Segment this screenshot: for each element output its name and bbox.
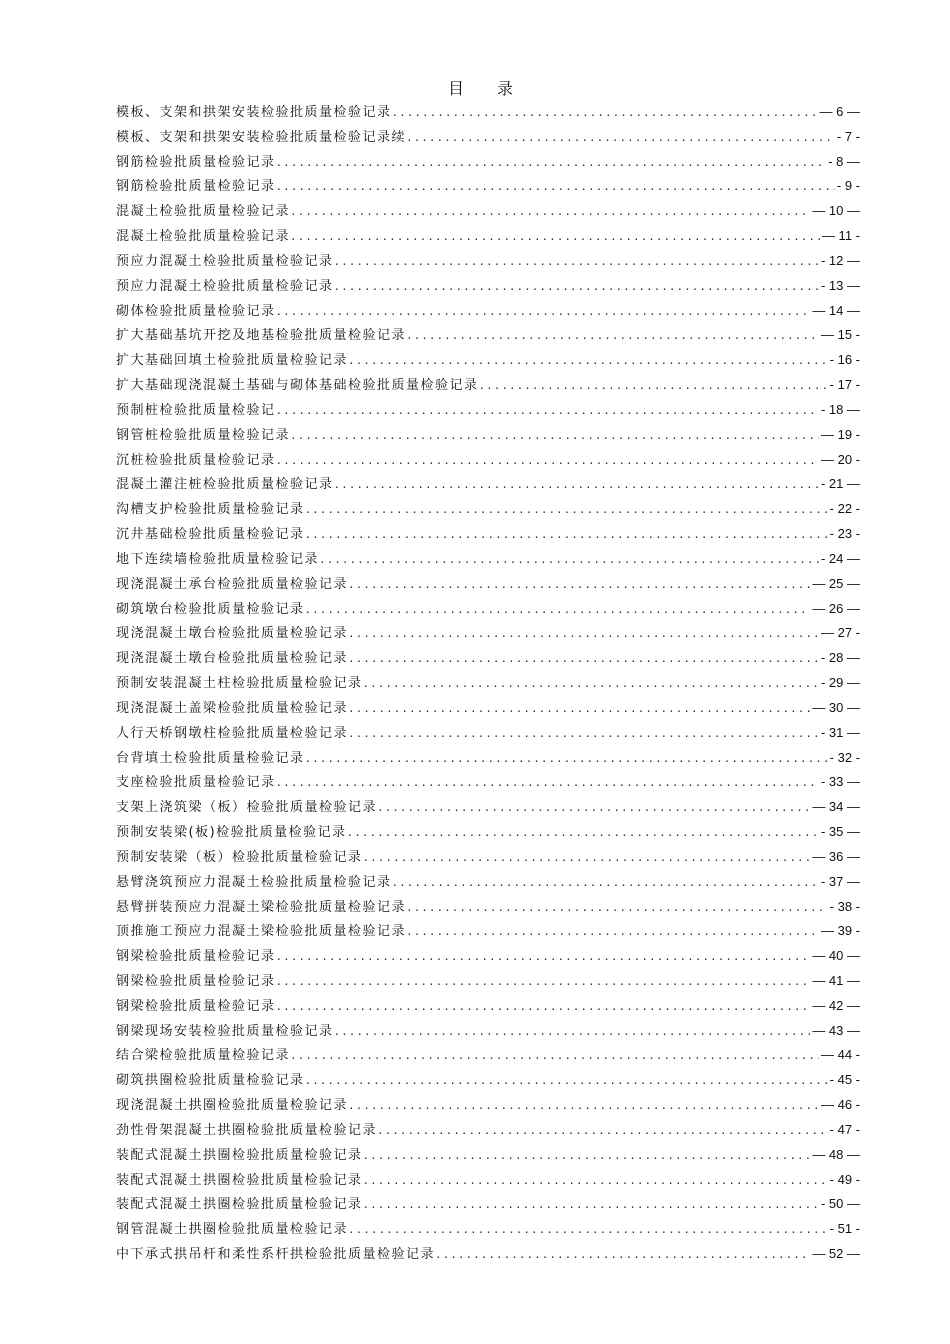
toc-page-number: — 40 — (812, 948, 860, 964)
toc-dot-leader (305, 598, 811, 623)
toc-dot-leader (363, 846, 811, 871)
toc-dot-leader (276, 300, 811, 325)
toc-entry-title: 预制安装梁(板)检验批质量检验记录 (116, 825, 347, 841)
toc-page-number: — 19 - (820, 426, 860, 442)
toc-entry-title: 悬臂浇筑预应力混凝土检验批质量检验记录 (116, 874, 392, 890)
toc-entry-title: 支架上浇筑梁（板）检验批质量检验记录 (116, 800, 378, 816)
toc-page-number: - 51 - (829, 1221, 860, 1237)
toc-dot-leader (276, 970, 811, 995)
toc-dot-leader (377, 1119, 828, 1144)
toc-dot-leader (290, 1044, 819, 1069)
toc-dot-leader (334, 1020, 811, 1045)
toc-entry-title: 人行天桥钢墩柱检验批质量检验记录 (116, 725, 349, 741)
toc-entry[interactable] (116, 199, 860, 224)
toc-entry[interactable] (116, 1143, 860, 1168)
toc-entry-title: 预应力混凝土检验批质量检验记录 (116, 253, 334, 269)
toc-page-number: - 21 — (820, 476, 860, 492)
toc-entry[interactable] (116, 770, 860, 795)
toc-page-number: - 28 — (820, 650, 860, 666)
toc-dot-leader (276, 449, 819, 474)
toc-page-number: — 20 - (820, 451, 860, 467)
toc-page-number: — 41 — (812, 972, 860, 988)
toc-entry-title: 混凝土检验批质量检验记录 (116, 204, 291, 220)
toc-page-number: — 43 — (812, 1022, 860, 1038)
toc-entry-title: 现浇混凝土墩台检验批质量检验记录 (116, 626, 349, 642)
toc-page-number: - 7 - (836, 128, 860, 144)
toc-title: 目 录 (447, 79, 528, 98)
toc-entry-title: 沉桩检验批质量检验记录 (116, 452, 276, 468)
toc-entry[interactable] (116, 547, 860, 572)
toc-entry[interactable] (116, 299, 860, 324)
toc-entry[interactable] (116, 1019, 860, 1044)
toc-entry[interactable] (116, 1043, 860, 1068)
table-of-contents (116, 100, 860, 1267)
toc-dot-leader (363, 1169, 828, 1194)
toc-entry[interactable] (116, 125, 860, 150)
toc-dot-leader (334, 250, 819, 275)
toc-dot-leader (348, 647, 819, 672)
toc-dot-leader (377, 796, 810, 821)
toc-dot-leader (276, 399, 819, 424)
toc-entry[interactable] (116, 746, 860, 771)
toc-entry-title: 预制安装混凝土柱检验批质量检验记录 (116, 676, 363, 692)
toc-entry-title: 钢管桩检验批质量检验记录 (116, 427, 291, 443)
toc-entry[interactable] (116, 919, 860, 944)
toc-dot-leader (276, 175, 835, 200)
toc-dot-leader (435, 1243, 810, 1268)
toc-entry-title: 扩大基础基坑开挖及地基检验批质量检验记录 (116, 328, 407, 344)
toc-entry-title: 钢筋检验批质量检验记录 (116, 179, 276, 195)
toc-entry[interactable] (116, 348, 860, 373)
toc-entry-title: 钢管混凝土拱圈检验批质量检验记录 (116, 1222, 349, 1238)
toc-page-number: - 8 — (828, 153, 860, 169)
toc-page-number: - 37 — (820, 873, 860, 889)
toc-entry[interactable] (116, 100, 860, 125)
toc-dot-leader (334, 275, 819, 300)
toc-entry-title: 预制桩检验批质量检验记 (116, 402, 276, 418)
toc-page-number: — 48 — (812, 1146, 860, 1162)
toc-entry-title: 钢梁检验批质量检验记录 (116, 949, 276, 965)
toc-page-number: - 24 — (820, 550, 860, 566)
toc-dot-leader (363, 1144, 811, 1169)
toc-entry[interactable] (116, 646, 860, 671)
toc-page-number: - 16 - (829, 352, 860, 368)
toc-dot-leader (305, 498, 828, 523)
toc-entry[interactable] (116, 174, 860, 199)
toc-dot-leader (392, 101, 818, 126)
toc-page-number: - 22 - (829, 501, 860, 517)
toc-page-number: — 39 - (820, 923, 860, 939)
toc-page-number: — 52 — (812, 1246, 860, 1262)
toc-entry[interactable] (116, 621, 860, 646)
toc-dot-leader (392, 871, 819, 896)
toc-entry-title: 模板、支架和拱架安装检验批质量检验记录续 (116, 129, 407, 145)
toc-page-number: - 45 - (829, 1072, 860, 1088)
toc-entry[interactable] (116, 1068, 860, 1093)
toc-entry[interactable] (116, 895, 860, 920)
toc-entry-title: 钢梁检验批质量检验记录 (116, 973, 276, 989)
toc-entry[interactable] (116, 423, 860, 448)
toc-entry[interactable] (116, 671, 860, 696)
toc-dot-leader (334, 473, 819, 498)
toc-page-number: — 10 — (812, 203, 860, 219)
toc-entry[interactable] (116, 472, 860, 497)
toc-page-number: - 50 — (820, 1196, 860, 1212)
toc-entry-title: 预应力混凝土检验批质量检验记录 (116, 278, 334, 294)
toc-entry[interactable] (116, 1192, 860, 1217)
toc-entry[interactable] (116, 249, 860, 274)
toc-page-number: - 18 — (820, 401, 860, 417)
toc-entry[interactable] (116, 696, 860, 721)
toc-dot-leader (305, 1069, 828, 1094)
toc-entry-title: 砌体检验批质量检验记录 (116, 303, 276, 319)
toc-entry-title: 劲性骨架混凝土拱圈检验批质量检验记录 (116, 1122, 378, 1138)
toc-page-number: — 34 — (812, 799, 860, 815)
toc-dot-leader (406, 896, 828, 921)
toc-dot-leader (276, 771, 819, 796)
toc-dot-leader (348, 697, 810, 722)
toc-entry-title: 现浇混凝土墩台检验批质量检验记录 (116, 651, 349, 667)
toc-entry-title: 现浇混凝土承台检验批质量检验记录 (116, 576, 349, 592)
toc-dot-leader (347, 821, 819, 846)
toc-entry-title: 沟槽支护检验批质量检验记录 (116, 502, 305, 518)
toc-entry[interactable] (116, 994, 860, 1019)
toc-entry[interactable] (116, 274, 860, 299)
toc-page-number: - 13 — (820, 277, 860, 293)
toc-dot-leader (290, 225, 820, 250)
toc-dot-leader (348, 1218, 828, 1243)
toc-entry[interactable] (116, 1217, 860, 1242)
toc-dot-leader (348, 1094, 819, 1119)
toc-page-number: — 26 — (812, 600, 860, 616)
toc-page-number: - 29 — (820, 675, 860, 691)
toc-page-number: - 49 - (829, 1171, 860, 1187)
toc-page-number: - 38 - (829, 898, 860, 914)
toc-page-number: - 33 — (820, 774, 860, 790)
toc-page-number: — 27 - (820, 625, 860, 641)
toc-entry-title: 顶推施工预应力混凝土梁检验批质量检验记录 (116, 924, 407, 940)
toc-entry[interactable] (116, 373, 860, 398)
toc-dot-leader (363, 1193, 819, 1218)
toc-entry[interactable] (116, 150, 860, 175)
toc-entry-title: 砌筑拱圈检验批质量检验记录 (116, 1073, 305, 1089)
toc-entry[interactable] (116, 944, 860, 969)
toc-dot-leader (406, 920, 819, 945)
toc-dot-leader (276, 995, 811, 1020)
toc-entry[interactable] (116, 522, 860, 547)
toc-entry-title: 钢梁检验批质量检验记录 (116, 998, 276, 1014)
toc-dot-leader (363, 672, 819, 697)
toc-entry[interactable] (116, 497, 860, 522)
toc-entry-title: 中下承式拱吊杆和柔性系杆拱检验批质量检验记录 (116, 1247, 436, 1263)
toc-entry[interactable] (116, 721, 860, 746)
toc-page-number: — 15 - (820, 327, 860, 343)
toc-entry-title: 预制安装梁（板）检验批质量检验记录 (116, 849, 363, 865)
toc-entry-title: 现浇混凝土盖梁检验批质量检验记录 (116, 700, 349, 716)
toc-page-number: — 11 - (821, 228, 860, 244)
toc-entry[interactable] (116, 448, 860, 473)
toc-page-number: - 9 - (836, 178, 860, 194)
toc-page-number: - 23 - (829, 526, 860, 542)
toc-entry-title: 装配式混凝土拱圈检验批质量检验记录 (116, 1172, 363, 1188)
toc-dot-leader (348, 573, 810, 598)
toc-entry[interactable] (116, 969, 860, 994)
toc-entry-title: 沉井基础检验批质量检验记录 (116, 527, 305, 543)
toc-dot-leader (305, 747, 828, 772)
toc-entry-title: 混凝土检验批质量检验记录 (116, 229, 291, 245)
toc-page-number: — 46 - (820, 1097, 860, 1113)
toc-page-number: — 44 - (820, 1047, 860, 1063)
toc-entry[interactable] (116, 845, 860, 870)
toc-entry[interactable] (116, 795, 860, 820)
toc-dot-leader (348, 722, 819, 747)
toc-entry-title: 现浇混凝土拱圈检验批质量检验记录 (116, 1098, 349, 1114)
toc-entry-title: 钢梁现场安装检验批质量检验记录 (116, 1023, 334, 1039)
toc-dot-leader (406, 324, 819, 349)
toc-dot-leader (276, 151, 827, 176)
toc-page-number: — 6 — (819, 104, 860, 119)
toc-entry[interactable] (116, 572, 860, 597)
toc-entry[interactable] (116, 398, 860, 423)
toc-page-number: - 12 — (820, 252, 860, 268)
toc-entry-title: 支座检验批质量检验记录 (116, 775, 276, 791)
toc-page-number: — 25 — (812, 575, 860, 591)
toc-page-number: — 42 — (812, 997, 860, 1013)
toc-entry[interactable] (116, 597, 860, 622)
toc-page-number: — 30 — (812, 699, 860, 715)
toc-entry-title: 钢筋检验批质量检验记录 (116, 154, 276, 170)
toc-entry-title: 扩大基础现浇混凝土基础与砌体基础检验批质量检验记录 (116, 378, 479, 394)
toc-entry-title: 混凝土灌注桩检验批质量检验记录 (116, 477, 334, 493)
toc-dot-leader (276, 945, 811, 970)
toc-entry-title: 结合梁检验批质量检验记录 (116, 1048, 291, 1064)
toc-dot-leader (290, 424, 819, 449)
toc-dot-leader (348, 622, 819, 647)
toc-entry[interactable] (116, 224, 860, 249)
toc-entry[interactable] (116, 1168, 860, 1193)
toc-entry-title: 地下连续墙检验批质量检验记录 (116, 551, 320, 567)
toc-entry-title: 模板、支架和拱架安装检验批质量检验记录 (116, 105, 392, 120)
toc-page-number: - 47 - (829, 1121, 860, 1137)
toc-dot-leader (319, 548, 819, 573)
toc-entry-title: 悬臂拼装预应力混凝土梁检验批质量检验记录 (116, 899, 407, 915)
toc-dot-leader (348, 349, 828, 374)
toc-dot-leader (305, 523, 828, 548)
toc-entry[interactable] (116, 1242, 860, 1267)
toc-entry[interactable] (116, 820, 860, 845)
toc-entry-title: 装配式混凝土拱圈检验批质量检验记录 (116, 1147, 363, 1163)
toc-entry[interactable] (116, 870, 860, 895)
toc-page-number: — 14 — (812, 302, 860, 318)
toc-page-number: - 17 - (829, 377, 860, 393)
toc-entry[interactable] (116, 1093, 860, 1118)
toc-page-number: - 31 — (820, 724, 860, 740)
toc-dot-leader (479, 374, 828, 399)
toc-dot-leader (290, 200, 810, 225)
toc-page-number: — 36 — (812, 848, 860, 864)
toc-page-number: - 32 - (829, 749, 860, 765)
toc-entry-title: 砌筑墩台检验批质量检验记录 (116, 601, 305, 617)
toc-entry-title: 装配式混凝土拱圈检验批质量检验记录 (116, 1197, 363, 1213)
toc-entry[interactable] (116, 323, 860, 348)
toc-entry-title: 台背填土检验批质量检验记录 (116, 750, 305, 766)
toc-entry-title: 扩大基础回填土检验批质量检验记录 (116, 353, 349, 369)
toc-entry[interactable] (116, 1118, 860, 1143)
toc-dot-leader (406, 126, 835, 151)
toc-page-number: - 35 — (820, 824, 860, 840)
